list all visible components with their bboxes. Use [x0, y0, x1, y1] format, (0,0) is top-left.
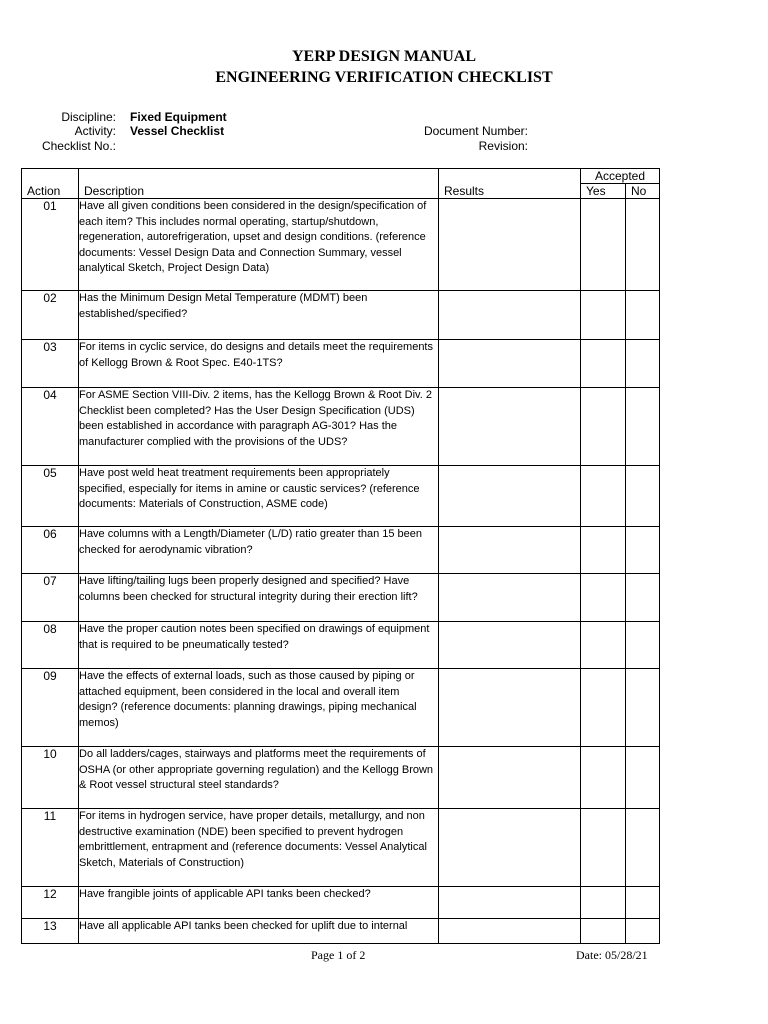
accepted-yes-cell[interactable]	[581, 340, 626, 388]
results-cell[interactable]	[439, 809, 581, 887]
action-number: 07	[22, 574, 79, 622]
header-cell-blank	[22, 169, 79, 184]
results-cell[interactable]	[439, 919, 581, 944]
description-header: Description	[79, 184, 439, 199]
yes-header: Yes	[581, 184, 626, 199]
accepted-yes-cell[interactable]	[581, 669, 626, 747]
action-number: 02	[22, 291, 79, 340]
accepted-no-cell[interactable]	[626, 622, 660, 669]
discipline-value: Fixed Equipment	[130, 110, 227, 124]
table-row	[22, 527, 660, 574]
discipline-label: Discipline:	[61, 110, 116, 124]
accepted-no-cell[interactable]	[626, 466, 660, 527]
accepted-yes-cell[interactable]	[581, 622, 626, 669]
action-number: 12	[22, 887, 79, 919]
action-number: 13	[22, 919, 79, 944]
item-description: For items in hydrogen service, have proper details, metallurgy, and non destructive examination (NDE) been specified to prevent hydrogen embrittlement, entrapment and (reference documents: Vessel Analytical Sketch, Materials of Construction)	[79, 809, 439, 887]
page-title-line-2: ENGINEERING VERIFICATION CHECKLIST	[215, 69, 553, 86]
item-description: For ASME Section VIII-Div. 2 items, has the Kellogg Brown & Root Div. 2 Checklist been completed? Has the User Design Specification (UDS) been established in accordance with paragraph AG-301? Has the manufacturer complied with the provisions of the UDS?	[79, 388, 439, 466]
activity-value: Vessel Checklist	[130, 124, 225, 138]
results-cell[interactable]	[439, 622, 581, 669]
results-cell[interactable]	[439, 747, 581, 809]
page-title-line-1: YERP DESIGN MANUAL	[291, 48, 476, 65]
checklist-number-label: Checklist No.:	[41, 139, 116, 153]
table-row	[22, 466, 660, 527]
accepted-yes-cell[interactable]	[581, 199, 626, 291]
document-date: Date: 05/28/21	[576, 948, 648, 962]
results-cell[interactable]	[439, 388, 581, 466]
results-cell[interactable]	[439, 527, 581, 574]
item-description: Has the Minimum Design Metal Temperature (MDMT) been established/specified?	[79, 291, 439, 340]
table-row	[22, 919, 660, 944]
accepted-no-cell[interactable]	[626, 388, 660, 466]
action-number: 06	[22, 527, 79, 574]
results-cell[interactable]	[439, 199, 581, 291]
action-number: 03	[22, 340, 79, 388]
accepted-no-cell[interactable]	[626, 574, 660, 622]
table-row	[22, 199, 660, 291]
item-description: Have lifting/tailing lugs been properly designed and specified? Have columns been checked for structural integrity during their erection lift?	[79, 574, 439, 622]
action-number: 11	[22, 809, 79, 887]
results-cell[interactable]	[439, 466, 581, 527]
item-description: Have all given conditions been considered in the design/specification of each item? This includes normal operating, startup/shutdown, regeneration, autorefrigeration, upset and design conditions. (reference documents: Vessel Design Data and Connection Summary, vessel analytical Sketch, Project Design Data)	[79, 199, 439, 291]
header-cell-blank	[439, 169, 581, 184]
results-cell[interactable]	[439, 291, 581, 340]
action-number: 04	[22, 388, 79, 466]
item-description: Have all applicable API tanks been checked for uplift due to internal	[79, 919, 439, 944]
document-number-label: Document Number:	[423, 124, 528, 138]
results-header: Results	[439, 184, 581, 199]
item-description: For items in cyclic service, do designs and details meet the requirements of Kellogg Brown & Root Spec. E40-1TS?	[79, 340, 439, 388]
accepted-yes-cell[interactable]	[581, 887, 626, 919]
table-row	[22, 340, 660, 388]
accepted-no-cell[interactable]	[626, 919, 660, 944]
header-cell-blank	[79, 169, 439, 184]
item-description: Have the effects of external loads, such as those caused by piping or attached equipment, been considered in the local and overall item design? (reference documents: planning drawings, piping mechanical memos)	[79, 669, 439, 747]
accepted-header: Accepted	[581, 169, 660, 184]
results-cell[interactable]	[439, 669, 581, 747]
accepted-no-cell[interactable]	[626, 340, 660, 388]
activity-label: Activity:	[74, 124, 116, 138]
action-number: 08	[22, 622, 79, 669]
table-row	[22, 291, 660, 340]
table-row	[22, 809, 660, 887]
action-number: 09	[22, 669, 79, 747]
item-description: Do all ladders/cages, stairways and platforms meet the requirements of OSHA (or other appropriate governing regulation) and the Kellogg Brown & Root vessel structural steel standards?	[79, 747, 439, 809]
table-row	[22, 388, 660, 466]
table-row	[22, 747, 660, 809]
verification-checklist-table	[21, 168, 660, 944]
accepted-yes-cell[interactable]	[581, 809, 626, 887]
action-number: 05	[22, 466, 79, 527]
table-row	[22, 622, 660, 669]
accepted-yes-cell[interactable]	[581, 466, 626, 527]
accepted-no-cell[interactable]	[626, 887, 660, 919]
accepted-yes-cell[interactable]	[581, 574, 626, 622]
results-cell[interactable]	[439, 340, 581, 388]
results-cell[interactable]	[439, 887, 581, 919]
accepted-yes-cell[interactable]	[581, 919, 626, 944]
accepted-yes-cell[interactable]	[581, 527, 626, 574]
action-number: 01	[22, 199, 79, 291]
accepted-no-cell[interactable]	[626, 747, 660, 809]
accepted-no-cell[interactable]	[626, 809, 660, 887]
item-description: Have frangible joints of applicable API tanks been checked?	[79, 887, 439, 919]
item-description: Have post weld heat treatment requirements been appropriately specified, especially for items in amine or caustic services? (reference documents: Materials of Construction, ASME code)	[79, 466, 439, 527]
accepted-no-cell[interactable]	[626, 669, 660, 747]
table-row	[22, 887, 660, 919]
accepted-no-cell[interactable]	[626, 527, 660, 574]
item-description: Have columns with a Length/Diameter (L/D) ratio greater than 15 been checked for aerodynamic vibration?	[79, 527, 439, 574]
accepted-yes-cell[interactable]	[581, 291, 626, 340]
accepted-no-cell[interactable]	[626, 291, 660, 340]
table-row	[22, 574, 660, 622]
page-number: Page 1 of 2	[311, 948, 366, 962]
table-row	[22, 669, 660, 747]
action-header: Action	[22, 184, 79, 199]
accepted-yes-cell[interactable]	[581, 388, 626, 466]
accepted-yes-cell[interactable]	[581, 747, 626, 809]
no-header: No	[626, 184, 660, 199]
results-cell[interactable]	[439, 574, 581, 622]
accepted-no-cell[interactable]	[626, 199, 660, 291]
action-number: 10	[22, 747, 79, 809]
revision-label: Revision:	[478, 139, 528, 153]
item-description: Have the proper caution notes been specified on drawings of equipment that is required to be pneumatically tested?	[79, 622, 439, 669]
